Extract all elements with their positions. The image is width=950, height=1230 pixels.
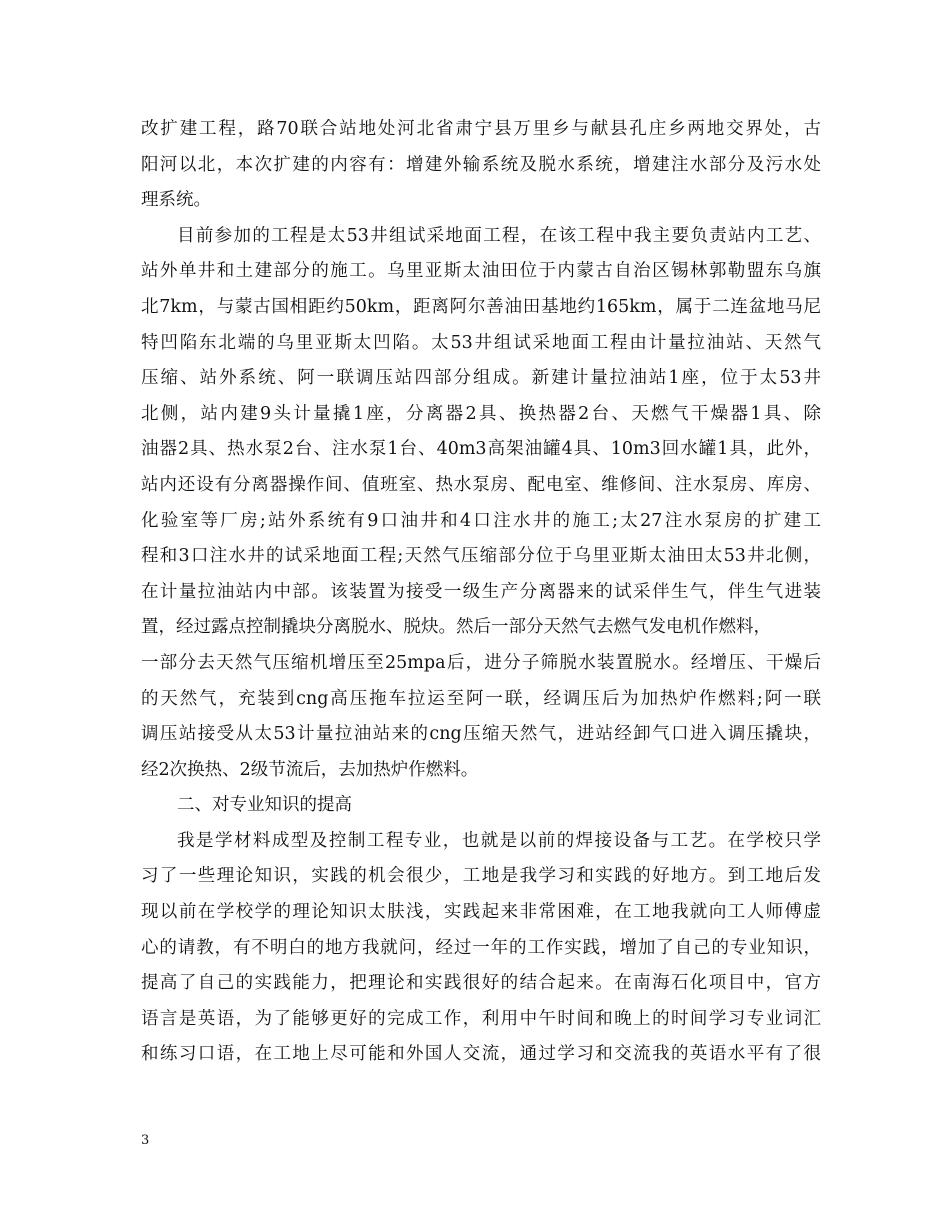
paragraph-2-line-11: 在计量拉油站内中部。该装置为接受一级生产分离器来的试采伴生气，伴生气进装	[141, 581, 821, 602]
paragraph-2-line-13: 一部分去天然气压缩机增压至25mpa后，进分子筛脱水装置脱水。经增压、干燥后	[141, 652, 821, 673]
paragraph-1-line-1: 改扩建工程，路70联合站地处河北省肃宁县万里乡与献县孔庄乡两地交界处，古	[141, 119, 821, 139]
paragraph-3-line-3: 现以前在学校学的理论知识太肤浅，实践起来非常困难，在工地我就向工人师傅虚	[141, 902, 821, 923]
paragraph-2-line-14: 的天然气，充装到cng高压拖车拉运至阿一联，经调压后为加热炉作燃料;阿一联	[141, 688, 821, 709]
paragraph-3-line-6: 语言是英语，为了能够更好的完成工作，利用中午时间和晚上的时间学习专业词汇	[141, 1008, 821, 1029]
paragraph-2-line-7: 油器2具、热水泵2台、注水泵1台、40m3高架油罐4具、10m3回水罐1具，此外，	[141, 439, 821, 460]
paragraph-2-line-12: 置，经过露点控制撬块分离脱水、脱炔。然后一部分天然气去燃气发电机作燃料，	[141, 617, 771, 638]
paragraph-2-line-9: 化验室等厂房;站外系统有9口油井和4口注水井的施工;太27注水泵房的扩建工	[141, 510, 821, 531]
page-number: 3	[141, 1133, 150, 1148]
document-body	[141, 112, 821, 1073]
paragraph-2-line-15: 调压站接受从太53计量拉油站来的cng压缩天然气，进站经卸气口进入调压撬块，	[141, 724, 821, 745]
paragraph-3-line-1: 我是学材料成型及控制工程专业，也就是以前的焊接设备与工艺。在学校只学	[177, 830, 821, 851]
paragraph-2-line-2: 站外单井和土建部分的施工。乌里亚斯太油田位于内蒙古自治区锡林郭勒盟东乌旗	[141, 261, 821, 282]
paragraph-3-line-4: 心的请教，有不明白的地方我就问，经过一年的工作实践，增加了自己的专业知识，	[141, 937, 821, 958]
paragraph-1-line-3: 理系统。	[141, 190, 211, 211]
paragraph-2-line-5: 压缩、站外系统、阿一联调压站四部分组成。新建计量拉油站1座，位于太53井	[141, 368, 821, 389]
paragraph-2-line-4: 特凹陷东北端的乌里亚斯太凹陷。太53井组试采地面工程由计量拉油站、天然气	[141, 332, 821, 353]
section-heading: 二、对专业知识的提高	[177, 795, 352, 816]
paragraph-3-line-7: 和练习口语，在工地上尽可能和外国人交流，通过学习和交流我的英语水平有了很	[141, 1044, 821, 1065]
paragraph-2-line-16: 经2次换热、2级节流后，去加热炉作燃料。	[141, 759, 479, 780]
paragraph-3-line-2: 习了一些理论知识，实践的机会很少，工地是我学习和实践的好地方。到工地后发	[141, 866, 821, 887]
paragraph-1-line-2: 阳河以北，本次扩建的内容有：增建外输系统及脱水系统，增建注水部分及污水处	[141, 154, 821, 175]
paragraph-2-line-8: 站内还设有分离器操作间、值班室、热水泵房、配电室、维修间、注水泵房、库房、	[141, 474, 821, 495]
paragraph-2-line-1: 目前参加的工程是太53井组试采地面工程，在该工程中我主要负责站内工艺、	[177, 225, 821, 246]
paragraph-2-line-10: 程和3口注水井的试采地面工程;天然气压缩部分位于乌里亚斯太油田太53井北侧，	[141, 546, 821, 567]
paragraph-3-line-5: 提高了自己的实践能力，把理论和实践很好的结合起来。在南海石化项目中，官方	[141, 973, 821, 994]
paragraph-2-line-3: 北7km，与蒙古国相距约50km，距离阿尔善油田基地约165km，属于二连盆地马尼	[141, 296, 821, 317]
paragraph-2-line-6: 北侧，站内建9头计量撬1座，分离器2具、换热器2台、天燃气干燥器1具、除	[141, 403, 821, 424]
